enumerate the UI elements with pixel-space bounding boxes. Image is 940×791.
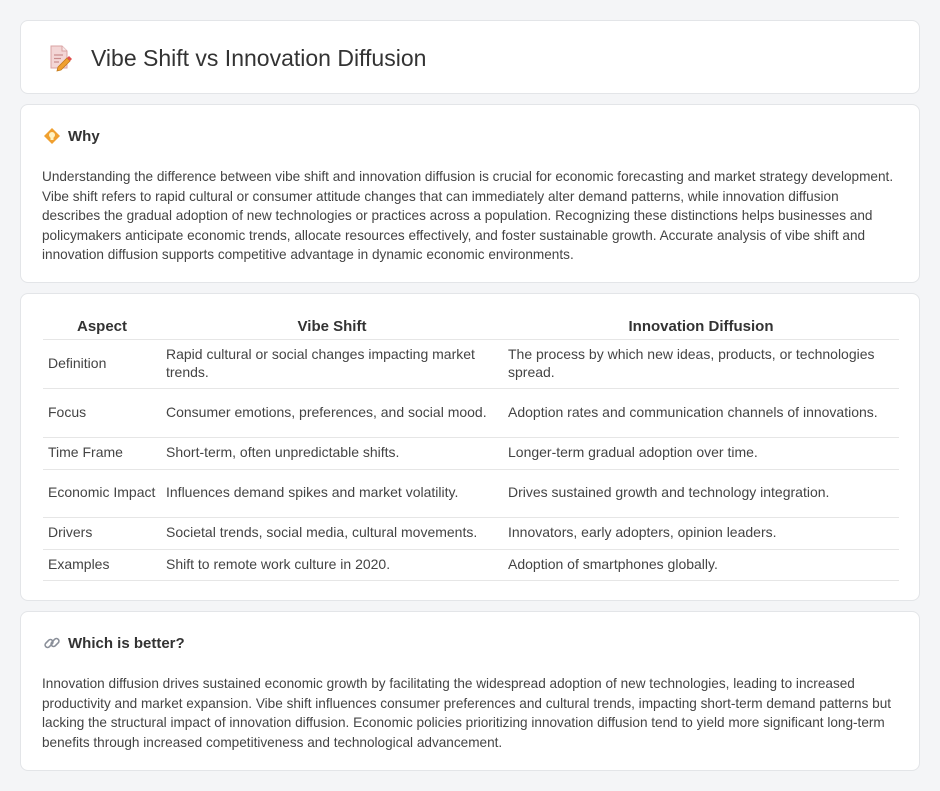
page-title: Vibe Shift vs Innovation Diffusion: [91, 44, 427, 71]
document-pencil-icon: [47, 43, 73, 73]
table-row: [43, 549, 899, 580]
row-vibe-shift: Consumer emotions, preferences, and social mood.: [161, 388, 503, 437]
table-header-row: [43, 317, 899, 339]
row-innovation-diffusion: Longer-term gradual adoption over time.: [503, 437, 899, 469]
table-row: [43, 517, 899, 549]
row-innovation-diffusion: The process by which new ideas, products, or technologies spread.: [503, 339, 899, 388]
table-row: [43, 388, 899, 437]
row-innovation-diffusion: Adoption of smartphones globally.: [503, 549, 899, 580]
row-vibe-shift: Rapid cultural or social changes impacting market trends.: [161, 339, 503, 388]
lightbulb-icon: [43, 127, 61, 145]
why-heading-row: [43, 127, 100, 145]
better-heading-row: [43, 634, 185, 652]
row-innovation-diffusion: Innovators, early adopters, opinion leaders.: [503, 517, 899, 549]
comparison-table: [43, 317, 899, 581]
row-vibe-shift: Short-term, often unpredictable shifts.: [161, 437, 503, 469]
row-innovation-diffusion: Drives sustained growth and technology integration.: [503, 469, 899, 517]
title-card: [20, 20, 920, 94]
comparison-card: [20, 293, 920, 601]
why-body: Understanding the difference between vibe shift and innovation diffusion is crucial for economic forecasting and market strategy development. Vibe shift refers to rapid cultural or consumer attitude changes that can immediately alter demand patterns, while innovation diffusion describes the gradual adoption of new technologies or practices across a population. Recognizing these distinctions helps businesses and policymakers anticipate economic trends, allocate resources effectively, and foster sustainable growth. Accurate analysis of vibe shift and innovation diffusion supports competitive advantage in dynamic economic environments.: [42, 169, 894, 262]
row-aspect: Time Frame: [43, 437, 161, 469]
row-aspect: Economic Impact: [43, 469, 161, 517]
header-aspect: Aspect: [43, 317, 161, 339]
row-innovation-diffusion: Adoption rates and communication channels of innovations.: [503, 388, 899, 437]
better-body: Innovation diffusion drives sustained economic growth by facilitating the widespread adoption of new technologies, leading to increased productivity and market expansion. Vibe shift influences consumer preferences and cultural trends, impacting short-term demand patterns but lacking the structural impact of innovation diffusion. Economic policies prioritizing innovation diffusion tend to yield more significant long-term benefits through increased competitiveness and technological advancement.: [42, 676, 892, 750]
table-row: [43, 469, 899, 517]
better-heading: Which is better?: [68, 634, 185, 652]
row-aspect: Examples: [43, 549, 161, 580]
row-vibe-shift: Societal trends, social media, cultural movements.: [161, 517, 503, 549]
why-card: [20, 104, 920, 283]
title-row: [47, 43, 426, 73]
header-innovation-diffusion: Innovation Diffusion: [503, 317, 899, 339]
link-icon: [43, 634, 61, 652]
better-card: [20, 611, 920, 771]
row-aspect: Focus: [43, 388, 161, 437]
row-aspect: Definition: [43, 339, 161, 388]
row-vibe-shift: Influences demand spikes and market volatility.: [161, 469, 503, 517]
header-vibe-shift: Vibe Shift: [161, 317, 503, 339]
table-row: [43, 339, 899, 388]
why-heading: Why: [68, 127, 100, 145]
table-row: [43, 437, 899, 469]
row-vibe-shift: Shift to remote work culture in 2020.: [161, 549, 503, 580]
row-aspect: Drivers: [43, 517, 161, 549]
